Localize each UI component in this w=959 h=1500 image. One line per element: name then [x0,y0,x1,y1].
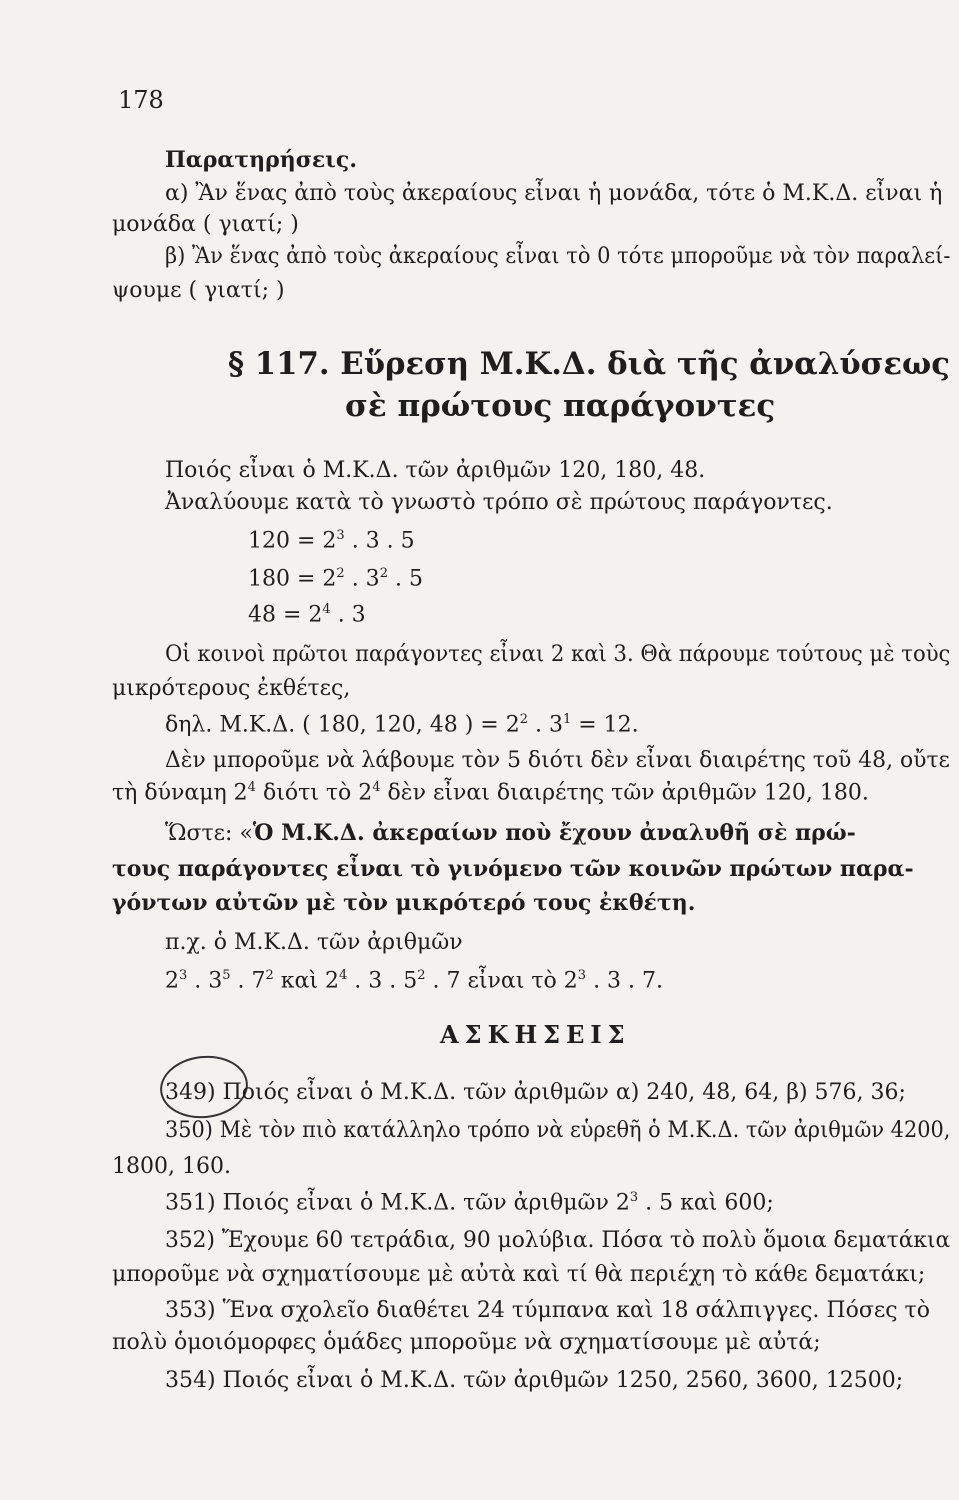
exercise-352-line1: 352) Ἔχουμε 60 τετράδια, 90 μολύβια. Πόσα τὸ πολὺ ὅμοια δεματάκια [165,1228,951,1253]
page-number: 178 [118,86,164,114]
remark-a-line1: α) Ἂν ἕνας ἀπὸ τοὺς ἀκεραίους εἶναι ἡ μονάδα, τότε ὁ Μ.Κ.Δ. εἶναι ἡ [165,181,943,206]
rule-line3: γόντων αὐτῶν μὲ τὸν μικρότερό τους ἐκθέτη. [112,890,696,916]
common-factors-line1: Οἱ κοινοὶ πρῶτοι παράγοντες εἶναι 2 καὶ 3. Θὰ πάρουμε τούτους μὲ τοὺς [165,642,951,667]
exercise-353-line2: πολὺ ὁμοιόμορφες ὁμάδες μποροῦμε νὰ σχηματίσουμε μὲ αὐτά; [112,1330,821,1355]
gcd-result: δηλ. Μ.Κ.Δ. ( 180, 120, 48 ) = $2^2$ . $3^1 = 12$. [165,712,639,738]
section-title-line1: § 117. Εὕρεση Μ.Κ.Δ. διὰ τῆς ἀναλύσεως [228,346,950,382]
exercise-351: 351) Ποιός εἶναι ὁ Μ.Κ.Δ. τῶν ἀριθμῶν $2^3$ . 5 καὶ 600; [165,1190,774,1216]
common-factors-line2: μικρότερους ἐκθέτες, [112,676,351,701]
factorization-120: $120 = 2^3$ . 3 . 5 [248,528,415,554]
exercise-349: 349) Ποιός εἶναι ὁ Μ.Κ.Δ. τῶν ἀριθμῶν α) 240, 48, 64, β) 576, 36; [165,1080,906,1105]
exercise-353-line1: 353) Ἕνα σχολεῖο διαθέτει 24 τύμπανα καὶ 18 σάλπιγγες. Πόσες τὸ [165,1298,930,1323]
exercise-352-line2: μποροῦμε νὰ σχηματίσουμε μὲ αὐτὰ καὶ τί θὰ περιέχη τὸ κάθε δεματάκι; [112,1262,926,1287]
example-text: π.χ. ὁ Μ.Κ.Δ. τῶν ἀριθμῶν [165,930,463,955]
exercise-350-line2: 1800, 160. [112,1154,231,1179]
section-title-line2: σὲ πρώτους παράγοντες [345,388,776,424]
remark-b-line2: ψουμε ( γιατί; ) [112,278,285,303]
exercise-350-line1: 350) Μὲ τὸν πιὸ κατάλληλο τρόπο νὰ εὑρεθῆ ὁ Μ.Κ.Δ. τῶν ἀριθμῶν 4200, [165,1118,951,1143]
question-text: Ποιός εἶναι ὁ Μ.Κ.Δ. τῶν ἀριθμῶν 120, 180, 48. [165,458,706,483]
cannot-line1: Δὲν μποροῦμε νὰ λάβουμε τὸν 5 διότι δὲν εἶναι διαιρέτης τοῦ 48, οὔτε [165,748,950,773]
factorization-48: $48 = 2^4$ . 3 [248,602,366,628]
remark-a-line2: μονάδα ( γιατί; ) [112,212,299,237]
cannot-line2: τὴ δύναμη $2^4$ διότι τὸ $2^4$ δὲν εἶναι διαιρέτης τῶν ἀριθμῶν 120, 180. [112,780,869,806]
example-expression: $2^3$ . $3^5$ . $7^2$ καὶ $2^4$ . 3 . $5^2$ . 7 εἶναι τὸ $2^3$ . 3 . 7. [165,968,664,994]
rule-line1: Ὥστε: «Ὁ Μ.Κ.Δ. ἀκεραίων ποὺ ἔχουν ἀναλυθῆ σὲ πρώ- [165,820,856,846]
remark-b-line1: β) Ἂν ἕνας ἀπὸ τοὺς ἀκεραίους εἶναι τὸ 0 τότε μποροῦμε νὰ τὸν παραλεί- [165,244,951,269]
exercise-354: 354) Ποιός εἶναι ὁ Μ.Κ.Δ. τῶν ἀριθμῶν 1250, 2560, 3600, 12500; [165,1368,904,1393]
factorization-180: $180 = 2^2$ . $3^2$ . 5 [248,566,423,592]
rule-line2: τους παράγοντες εἶναι τὸ γινόμενο τῶν κοινῶν πρώτων παρα- [112,856,914,882]
remarks-title: Παρατηρήσεις. [165,147,357,173]
analyze-text: Ἀναλύουμε κατὰ τὸ γνωστὸ τρόπο σὲ πρώτους παράγοντες. [165,490,833,515]
exercises-heading: ΑΣΚΗΣΕΙΣ [440,1020,631,1049]
